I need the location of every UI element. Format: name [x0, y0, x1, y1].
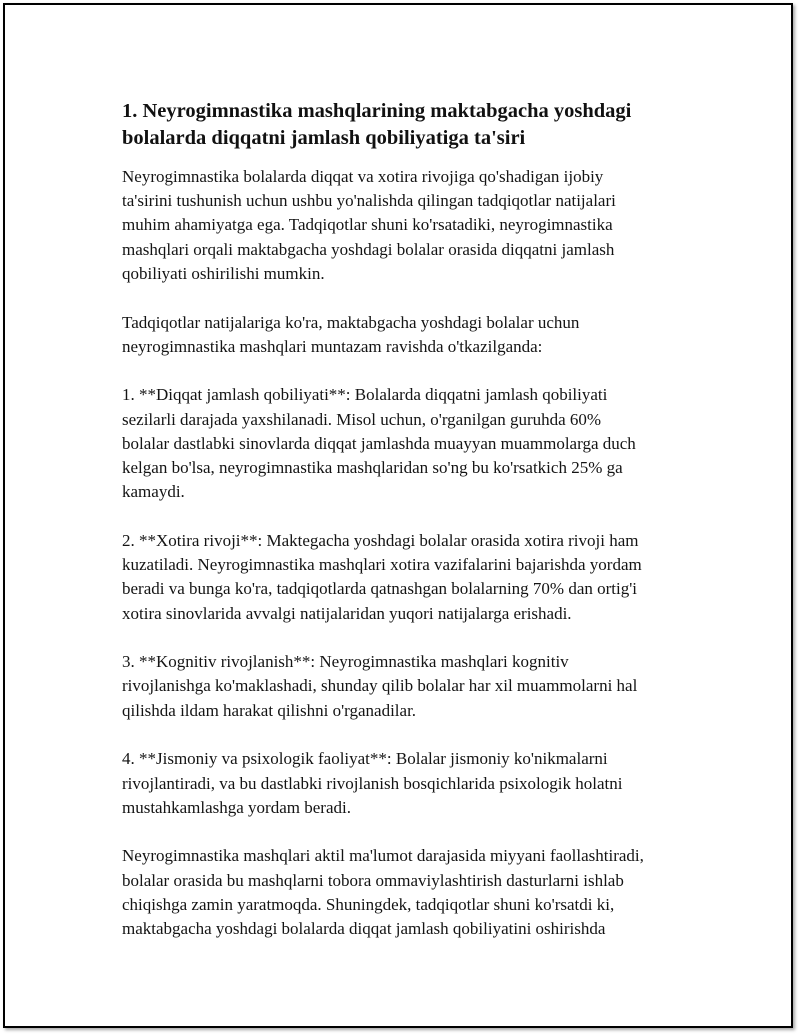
text-line: beradi va bunga ko'ra, tadqiqotlarda qatnashgan bolalarning 70% dan ortig'i — [122, 579, 638, 599]
text-line: rivojlantiradi, va bu dastlabki rivojlanish bosqichlarida psixologik holatni — [122, 773, 623, 793]
text-line: muhim ahamiyatga ega. Tadqiqotlar shuni ko'rsatadiki, neyrogimnastika — [122, 215, 613, 235]
title-line: bolalarda diqqatni jamlash qobiliyatiga ta'siri — [122, 127, 526, 149]
text-line: ta'sirini tushunish uchun ushbu yo'nalishda qilingan tadqiqotlar natijalari — [122, 191, 616, 211]
paragraph-item-4 — [122, 747, 702, 820]
paragraph-item-3 — [122, 650, 702, 723]
text-line: xotira sinovlarida avvalgi natijalaridan yuqori natijalarga erishadi. — [122, 603, 572, 623]
document-title — [122, 98, 702, 152]
text-line: Neyrogimnastika bolalarda diqqat va xotira rivojiga qo'shadigan ijobiy — [122, 167, 604, 186]
text-line: 2. **Xotira rivoji**: Maktegacha yoshdagi bolalar orasida xotira rivoji ham — [122, 530, 639, 550]
text-line: kuzatiladi. Neyrogimnastika mashqlari xotira vazifalarini bajarishda yordam — [122, 555, 642, 575]
text-line: sezilarli darajada yaxshilanadi. Misol uchun, o'rganilgan guruhda 60% — [122, 409, 602, 429]
text-line: mashqlari orqali maktabgacha yoshdagi bolalar orasida diqqatni jamlash — [122, 239, 615, 259]
text-line: maktabgacha yoshdagi bolalarda diqqat jamlash qobiliyatini oshirishda — [122, 919, 606, 939]
title-line: 1. Neyrogimnastika mashqlarining maktabgacha yoshdagi — [122, 100, 632, 122]
text-line: bolalar orasida bu mashqlarni tobora ommaviylashtirish dasturlarni ishlab — [122, 870, 624, 890]
text-line: qobiliyati oshirilishi mumkin. — [122, 263, 325, 283]
paragraph-item-1 — [122, 383, 702, 504]
text-line: rivojlanishga ko'maklashadi, shunday qilib bolalar har xil muammolarni hal — [122, 676, 638, 696]
text-line: 1. **Diqqat jamlash qobiliyati**: Bolalarda diqqatni jamlash qobiliyati — [122, 385, 608, 405]
text-line: kelgan bo'lsa, neyrogimnastika mashqlaridan so'ng bu ko'rsatkich 25% ga — [122, 458, 623, 478]
paragraph-results-lead — [122, 311, 702, 359]
paragraph-conclusion — [122, 844, 702, 941]
text-line: 4. **Jismoniy va psixologik faoliyat**: Bolalar jismoniy ko'nikmalarni — [122, 749, 608, 769]
text-line: kamaydi. — [122, 482, 185, 502]
text-line: mustahkamlashga yordam beradi. — [122, 797, 351, 817]
text-line: qilishda ildam harakat qilishni o'rganadilar. — [122, 700, 417, 720]
text-line: neyrogimnastika mashqlari muntazam ravishda o'tkazilganda: — [122, 336, 543, 356]
page-frame — [3, 3, 793, 1028]
text-line: bolalar dastlabki sinovlarda diqqat jamlashda muayyan muammolarga duch — [122, 433, 636, 453]
text-line: chiqishga zamin yaratmoqda. Shuningdek, tadqiqotlar shuni ko'rsatdi ki, — [122, 894, 615, 914]
paragraph-intro — [122, 165, 702, 286]
paragraph-item-2 — [122, 529, 702, 626]
text-line: 3. **Kognitiv rivojlanish**: Neyrogimnastika mashqlari kognitiv — [122, 652, 569, 672]
document-body — [122, 98, 702, 941]
text-line: Neyrogimnastika mashqlari aktil ma'lumot darajasida miyyani faollashtiradi, — [122, 846, 644, 866]
text-line: Tadqiqotlar natijalariga ko'ra, maktabgacha yoshdagi bolalar uchun — [122, 312, 580, 332]
